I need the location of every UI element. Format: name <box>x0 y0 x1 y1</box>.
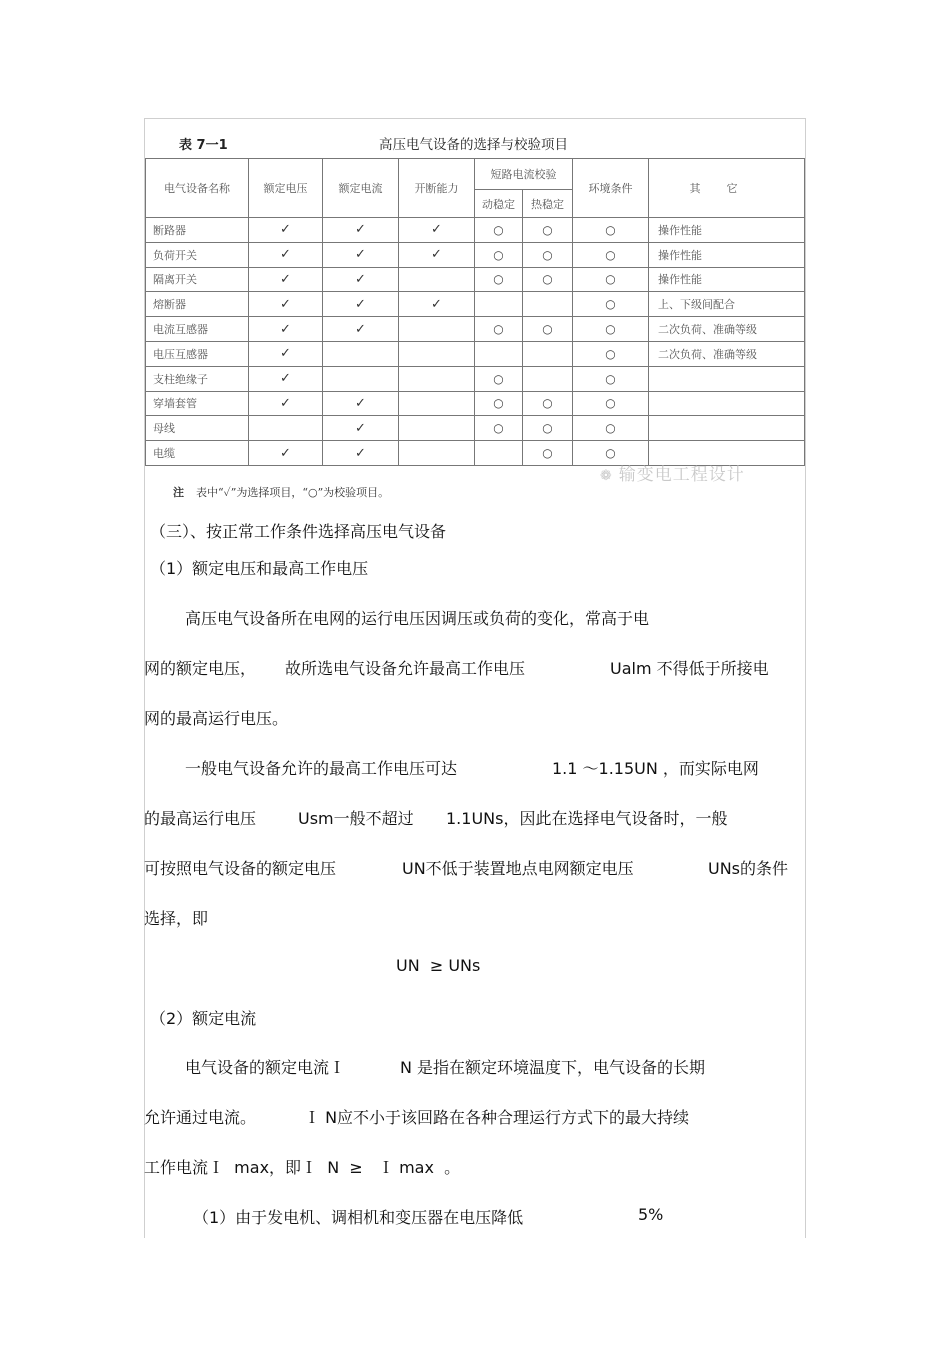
cell-environment: ○ <box>573 441 649 466</box>
cell-thermal <box>523 366 573 391</box>
cell-breaking <box>399 391 475 416</box>
paragraph-line: 1.1UNs，因此在选择电气设备时，一般 <box>446 809 728 828</box>
cell-rated-voltage: ✓ <box>249 317 323 342</box>
cell-rated-voltage: ✓ <box>249 218 323 243</box>
cell-breaking: ✓ <box>399 292 475 317</box>
cell-environment: ○ <box>573 267 649 292</box>
table-row <box>146 218 805 243</box>
subheading-2: （2）额定电流 <box>150 1009 257 1028</box>
cell-equipment-name: 断路器 <box>146 218 249 243</box>
cell-thermal: ○ <box>523 416 573 441</box>
cell-equipment-name: 支柱绝缘子 <box>146 366 249 391</box>
wechat-icon: ❁ <box>600 468 613 484</box>
cell-rated-current: ✓ <box>323 317 399 342</box>
cell-rated-current: ✓ <box>323 391 399 416</box>
cell-rated-voltage: ✓ <box>249 441 323 466</box>
cell-thermal: ○ <box>523 391 573 416</box>
cell-dynamic <box>475 292 523 317</box>
formula: UN ≥ UNs <box>396 956 481 975</box>
table-note <box>173 484 389 500</box>
cell-dynamic: ○ <box>475 317 523 342</box>
cell-rated-voltage: ✓ <box>249 391 323 416</box>
subheading-1: （1）额定电压和最高工作电压 <box>150 559 369 578</box>
paragraph-line: （1）由于发电机、调相机和变压器在电压降低 <box>193 1208 524 1227</box>
cell-breaking <box>399 441 475 466</box>
cell-equipment-name: 隔离开关 <box>146 267 249 292</box>
cell-rated-voltage: ✓ <box>249 267 323 292</box>
cell-other <box>649 366 805 391</box>
cell-thermal: ○ <box>523 317 573 342</box>
cell-dynamic: ○ <box>475 416 523 441</box>
cell-rated-current: ✓ <box>323 218 399 243</box>
cell-environment: ○ <box>573 366 649 391</box>
table-row <box>146 317 805 342</box>
cell-thermal: ○ <box>523 218 573 243</box>
cell-rated-current: ✓ <box>323 292 399 317</box>
paragraph-line: Ualm 不得低于所接电 <box>610 659 769 678</box>
cell-rated-current: ✓ <box>323 267 399 292</box>
header-short-circuit: 短路电流校验 <box>475 159 573 190</box>
paragraph-line: 可按照电气设备的额定电压 <box>144 859 337 878</box>
table-row <box>146 366 805 391</box>
cell-equipment-name: 穿墙套管 <box>146 391 249 416</box>
paragraph-line: 网的额定电压， <box>144 659 257 678</box>
paragraph-line: 一般电气设备允许的最高工作电压可达 <box>185 759 458 778</box>
cell-rated-voltage: ✓ <box>249 242 323 267</box>
cell-other <box>649 391 805 416</box>
cell-dynamic: ○ <box>475 218 523 243</box>
cell-breaking <box>399 416 475 441</box>
paragraph-line: 高压电气设备所在电网的运行电压因调压或负荷的变化，常高于电 <box>185 609 650 628</box>
header-breaking: 开断能力 <box>399 159 475 218</box>
equipment-table-figure <box>145 122 805 507</box>
cell-equipment-name: 熔断器 <box>146 292 249 317</box>
paragraph-line: Ｉ N应不小于该回路在各种合理运行方式下的最大持续 <box>304 1108 690 1127</box>
paragraph-line: 5% <box>638 1205 664 1224</box>
cell-other: 操作性能 <box>649 242 805 267</box>
note-text: 表中“✓”为选择项目，“○”为校验项目。 <box>196 486 390 499</box>
cell-breaking <box>399 366 475 391</box>
cell-breaking <box>399 317 475 342</box>
cell-dynamic: ○ <box>475 267 523 292</box>
cell-breaking <box>399 341 475 366</box>
paragraph-line: 电气设备的额定电流Ｉ <box>185 1058 346 1077</box>
cell-rated-current: ✓ <box>323 416 399 441</box>
cell-environment: ○ <box>573 341 649 366</box>
cell-rated-voltage: ✓ <box>249 341 323 366</box>
paragraph-line: 1.1 ～1.15UN ，而实际电网 <box>552 759 759 778</box>
cell-dynamic: ○ <box>475 242 523 267</box>
cell-equipment-name: 电压互感器 <box>146 341 249 366</box>
table-heading <box>145 122 805 158</box>
cell-other: 操作性能 <box>649 218 805 243</box>
header-rated-voltage: 额定电压 <box>249 159 323 218</box>
cell-rated-voltage: ✓ <box>249 366 323 391</box>
cell-thermal <box>523 292 573 317</box>
cell-other: 二次负荷、准确等级 <box>649 341 805 366</box>
paragraph-line: 工作电流Ｉ max，即Ｉ N ≥ Ｉ max 。 <box>144 1158 461 1177</box>
cell-rated-current <box>323 366 399 391</box>
right-margin-line <box>805 118 806 1238</box>
cell-thermal: ○ <box>523 267 573 292</box>
cell-other <box>649 416 805 441</box>
cell-equipment-name: 电缆 <box>146 441 249 466</box>
cell-other: 二次负荷、准确等级 <box>649 317 805 342</box>
paragraph-line: 故所选电气设备允许最高工作电压 <box>285 659 526 678</box>
watermark <box>600 460 745 485</box>
table-row <box>146 416 805 441</box>
header-name: 电气设备名称 <box>146 159 249 218</box>
table-row <box>146 242 805 267</box>
cell-environment: ○ <box>573 317 649 342</box>
table-title: 高压电气设备的选择与校验项目 <box>379 137 568 153</box>
header-dynamic: 动稳定 <box>475 190 523 218</box>
paragraph-line: 网的最高运行电压。 <box>144 709 289 728</box>
header-rated-current: 额定电流 <box>323 159 399 218</box>
cell-rated-current: ✓ <box>323 441 399 466</box>
header-thermal: 热稳定 <box>523 190 573 218</box>
cell-environment: ○ <box>573 292 649 317</box>
header-environment: 环境条件 <box>573 159 649 218</box>
table-row <box>146 267 805 292</box>
paragraph-line: Usm一般不超过 <box>298 809 414 828</box>
watermark-text: 输变电工程设计 <box>618 465 745 485</box>
paragraph-line: N 是指在额定环境温度下，电气设备的长期 <box>400 1058 706 1077</box>
cell-dynamic <box>475 341 523 366</box>
cell-other: 操作性能 <box>649 267 805 292</box>
table-row <box>146 341 805 366</box>
table-number: 表 7一1 <box>179 138 228 153</box>
section-heading: （三）、按正常工作条件选择高压电气设备 <box>150 522 447 541</box>
paragraph-line: UNs的条件 <box>708 859 789 878</box>
cell-rated-voltage <box>249 416 323 441</box>
cell-other: 上、下级间配合 <box>649 292 805 317</box>
header-other: 其它 <box>649 159 805 218</box>
table-row <box>146 292 805 317</box>
cell-equipment-name: 负荷开关 <box>146 242 249 267</box>
cell-equipment-name: 电流互感器 <box>146 317 249 342</box>
cell-rated-current: ✓ <box>323 242 399 267</box>
cell-environment: ○ <box>573 218 649 243</box>
cell-environment: ○ <box>573 242 649 267</box>
equipment-table <box>145 158 805 466</box>
paragraph-line: UN不低于装置地点电网额定电压 <box>402 859 634 878</box>
note-label: 注 <box>173 486 184 499</box>
cell-thermal <box>523 341 573 366</box>
cell-environment: ○ <box>573 416 649 441</box>
cell-thermal: ○ <box>523 242 573 267</box>
cell-breaking: ✓ <box>399 218 475 243</box>
cell-breaking: ✓ <box>399 242 475 267</box>
paragraph-line: 选择，即 <box>144 909 209 928</box>
cell-dynamic: ○ <box>475 366 523 391</box>
cell-equipment-name: 母线 <box>146 416 249 441</box>
table-row <box>146 391 805 416</box>
cell-dynamic <box>475 441 523 466</box>
cell-rated-voltage: ✓ <box>249 292 323 317</box>
cell-breaking <box>399 267 475 292</box>
paragraph-line: 的最高运行电压 <box>144 809 257 828</box>
top-margin-line <box>144 118 806 119</box>
paragraph-line: 允许通过电流。 <box>144 1108 257 1127</box>
cell-environment: ○ <box>573 391 649 416</box>
cell-dynamic: ○ <box>475 391 523 416</box>
cell-thermal: ○ <box>523 441 573 466</box>
cell-rated-current <box>323 341 399 366</box>
